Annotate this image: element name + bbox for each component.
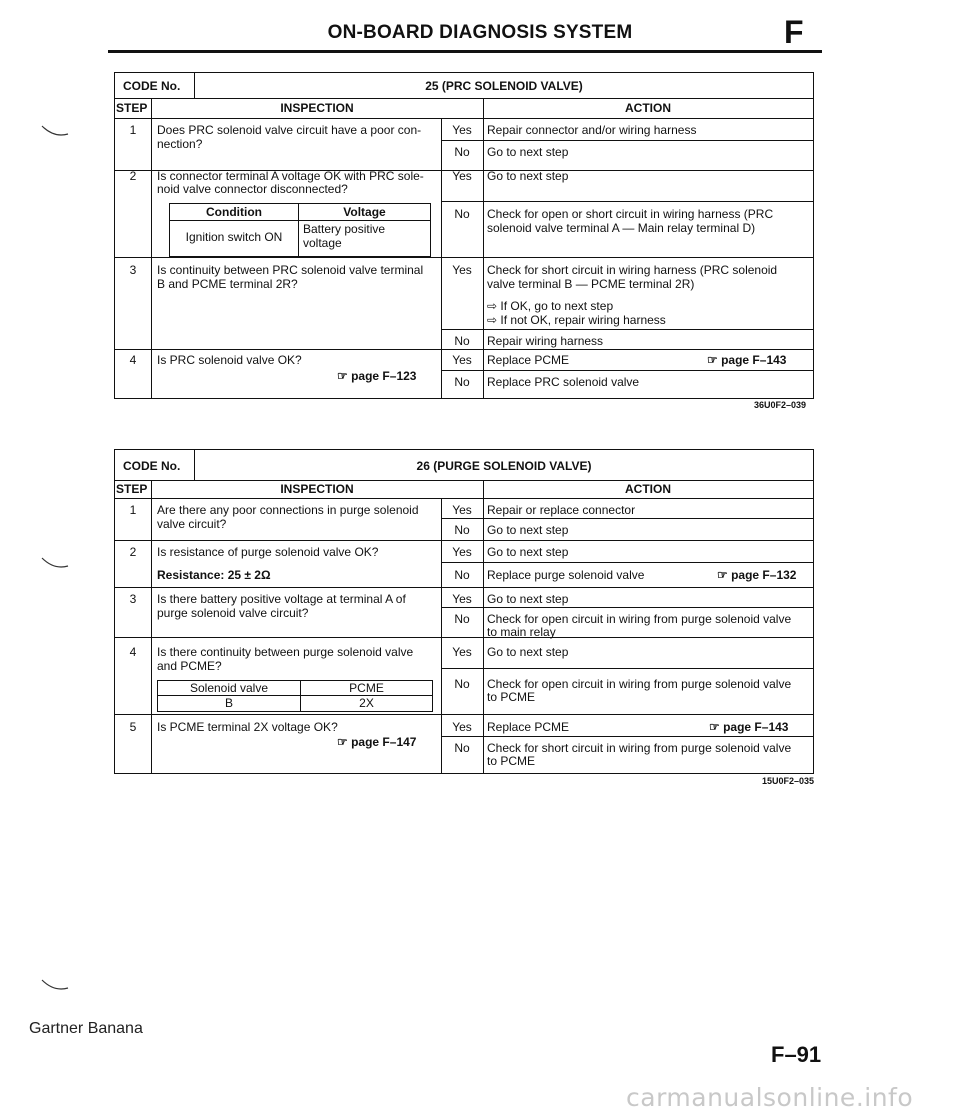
page-reference: ☞ page F–143 bbox=[707, 353, 787, 367]
table-rule bbox=[151, 98, 152, 398]
page-number: F–91 bbox=[771, 1042, 822, 1067]
answer-no: No bbox=[454, 145, 470, 159]
column-step: STEP bbox=[116, 482, 148, 496]
inspection-text: Is there battery positive voltage at terminal A of bbox=[157, 592, 406, 606]
answer-yes: Yes bbox=[452, 645, 472, 659]
voltage-value: Battery positive bbox=[303, 222, 386, 236]
answer-no: No bbox=[454, 741, 470, 755]
inspection-text: valve circuit? bbox=[157, 517, 227, 531]
figure-code: 15U0F2–035 bbox=[762, 776, 815, 786]
action-text: Check for open circuit in wiring from purge solenoid valve bbox=[487, 677, 792, 691]
table-rule bbox=[115, 98, 813, 99]
table-rule bbox=[115, 637, 813, 638]
voltage-header: Voltage bbox=[343, 205, 386, 219]
scan-mark bbox=[40, 124, 70, 138]
table-rule bbox=[441, 140, 813, 141]
table-rule bbox=[170, 220, 430, 221]
code-label: CODE No. bbox=[123, 459, 181, 473]
action-text: Replace purge solenoid valve bbox=[487, 568, 645, 582]
answer-yes: Yes bbox=[452, 503, 472, 517]
table-rule bbox=[483, 118, 484, 398]
answer-yes: Yes bbox=[452, 169, 472, 183]
code-title: 26 (PURGE SOLENOID VALVE) bbox=[416, 459, 592, 473]
terminal-value: B bbox=[224, 696, 233, 710]
inspection-text: Is continuity between PRC solenoid valve terminal bbox=[157, 263, 424, 277]
table-rule bbox=[441, 736, 813, 737]
step-number: 2 bbox=[129, 545, 137, 559]
table-rule bbox=[441, 607, 813, 608]
figure-code: 36U0F2–039 bbox=[754, 400, 807, 410]
page-title: ON-BOARD DIAGNOSIS SYSTEM bbox=[327, 22, 633, 43]
answer-no: No bbox=[454, 207, 470, 221]
page-reference: ☞ page F–132 bbox=[717, 568, 797, 582]
answer-no: No bbox=[454, 612, 470, 626]
step-number: 4 bbox=[129, 645, 137, 659]
answer-yes: Yes bbox=[452, 123, 472, 137]
step-number: 5 bbox=[129, 720, 137, 734]
terminal-value: 2X bbox=[359, 696, 374, 710]
inspection-text: Is there continuity between purge solenoid valve bbox=[157, 645, 414, 659]
action-text: Check for short circuit in wiring from purge solenoid valve bbox=[487, 741, 792, 755]
action-text: to PCME bbox=[487, 754, 536, 768]
page-reference: ☞ page F–123 bbox=[337, 369, 417, 383]
terminal-header: Solenoid valve bbox=[189, 681, 269, 695]
action-text: Replace PRC solenoid valve bbox=[487, 375, 640, 389]
step-number: 3 bbox=[129, 592, 137, 606]
table-rule bbox=[115, 118, 813, 119]
table-rule bbox=[115, 714, 813, 715]
code-label: CODE No. bbox=[123, 79, 181, 93]
column-inspection: INSPECTION bbox=[280, 101, 354, 115]
action-text: ⇨ If not OK, repair wiring harness bbox=[487, 313, 666, 327]
site-watermark: carmanualsonline.info bbox=[626, 1083, 914, 1112]
code-title: 25 (PRC SOLENOID VALVE) bbox=[425, 79, 583, 93]
action-text: Replace PCME bbox=[487, 353, 570, 367]
inspection-text: purge solenoid valve circuit? bbox=[157, 606, 309, 620]
step-number: 4 bbox=[129, 353, 137, 367]
table-rule bbox=[115, 540, 813, 541]
terminal-table bbox=[157, 680, 433, 712]
condition-value: Ignition switch ON bbox=[185, 230, 283, 244]
action-text: Repair or replace connector bbox=[487, 503, 636, 517]
column-action: ACTION bbox=[625, 101, 671, 115]
section-letter: F bbox=[784, 14, 804, 50]
column-step: STEP bbox=[116, 101, 148, 115]
action-text: Go to next step bbox=[487, 145, 569, 159]
scan-mark bbox=[40, 978, 70, 992]
condition-header: Condition bbox=[206, 205, 262, 219]
answer-yes: Yes bbox=[452, 720, 472, 734]
terminal-header: PCME bbox=[349, 681, 384, 695]
action-text: to PCME bbox=[487, 690, 536, 704]
answer-yes: Yes bbox=[452, 592, 472, 606]
action-text: Repair wiring harness bbox=[487, 334, 604, 348]
inspection-text: and PCME? bbox=[157, 659, 222, 673]
action-text: ⇨ If OK, go to next step bbox=[487, 299, 614, 313]
inspection-text: noid valve connector disconnected? bbox=[157, 182, 348, 196]
action-text: Go to next step bbox=[487, 545, 569, 559]
action-text: Check for open or short circuit in wiring harness (PRC bbox=[487, 207, 774, 221]
table-rule bbox=[441, 562, 813, 563]
action-text: solenoid valve terminal A — Main relay terminal D) bbox=[487, 221, 756, 235]
step-number: 3 bbox=[129, 263, 137, 277]
table-rule bbox=[441, 201, 813, 202]
answer-no: No bbox=[454, 334, 470, 348]
table-rule bbox=[115, 498, 813, 499]
answer-yes: Yes bbox=[452, 545, 472, 559]
action-text: Go to next step bbox=[487, 645, 569, 659]
table-rule bbox=[441, 370, 813, 371]
answer-yes: Yes bbox=[452, 353, 472, 367]
answer-no: No bbox=[454, 523, 470, 537]
inspection-text: Does PRC solenoid valve circuit have a poor con- bbox=[157, 123, 422, 137]
action-text: Check for short circuit in wiring harness (PRC solenoid bbox=[487, 263, 778, 277]
page-reference: ☞ page F–147 bbox=[337, 735, 417, 749]
table-rule bbox=[151, 480, 152, 773]
header-rule bbox=[108, 50, 822, 53]
table-rule bbox=[441, 329, 813, 330]
action-text: Repair connector and/or wiring harness bbox=[487, 123, 697, 137]
table-rule bbox=[441, 518, 813, 519]
action-text: Check for open circuit in wiring from purge solenoid valve bbox=[487, 612, 792, 626]
diagnosis-table-code-25 bbox=[114, 72, 814, 399]
watermark-text: Gartner Banana bbox=[29, 1020, 143, 1037]
step-number: 1 bbox=[129, 503, 137, 517]
inspection-text: Is resistance of purge solenoid valve OK? bbox=[157, 545, 379, 559]
answer-no: No bbox=[454, 375, 470, 389]
step-number: 1 bbox=[129, 123, 137, 137]
scan-mark bbox=[40, 556, 70, 570]
inspection-text: Is PCME terminal 2X voltage OK? bbox=[157, 720, 338, 734]
action-text: Go to next step bbox=[487, 169, 569, 183]
action-text: valve terminal B — PCME terminal 2R) bbox=[487, 277, 695, 291]
table-rule bbox=[483, 498, 484, 773]
diagnosis-table-code-26 bbox=[114, 449, 814, 774]
inspection-text: B and PCME terminal 2R? bbox=[157, 277, 298, 291]
action-text: Go to next step bbox=[487, 523, 569, 537]
inspection-text: nection? bbox=[157, 137, 203, 151]
table-rule bbox=[115, 587, 813, 588]
step-number: 2 bbox=[129, 169, 137, 183]
action-text: Go to next step bbox=[487, 592, 569, 606]
column-action: ACTION bbox=[625, 482, 671, 496]
answer-no: No bbox=[454, 568, 470, 582]
action-text: Replace PCME bbox=[487, 720, 570, 734]
inspection-text: Are there any poor connections in purge solenoid bbox=[157, 503, 419, 517]
inspection-text: Is connector terminal A voltage OK with PRC sole- bbox=[157, 169, 424, 183]
column-inspection: INSPECTION bbox=[280, 482, 354, 496]
condition-table bbox=[169, 203, 431, 257]
answer-no: No bbox=[454, 677, 470, 691]
resistance-spec: Resistance: 25 ± 2Ω bbox=[157, 568, 271, 582]
table-rule bbox=[115, 349, 813, 350]
inspection-text: Is PRC solenoid valve OK? bbox=[157, 353, 302, 367]
voltage-value: voltage bbox=[303, 236, 342, 250]
table-rule bbox=[115, 257, 813, 258]
action-text: to main relay bbox=[487, 625, 556, 639]
table-rule bbox=[441, 668, 813, 669]
answer-yes: Yes bbox=[452, 263, 472, 277]
page-reference: ☞ page F–143 bbox=[709, 720, 789, 734]
